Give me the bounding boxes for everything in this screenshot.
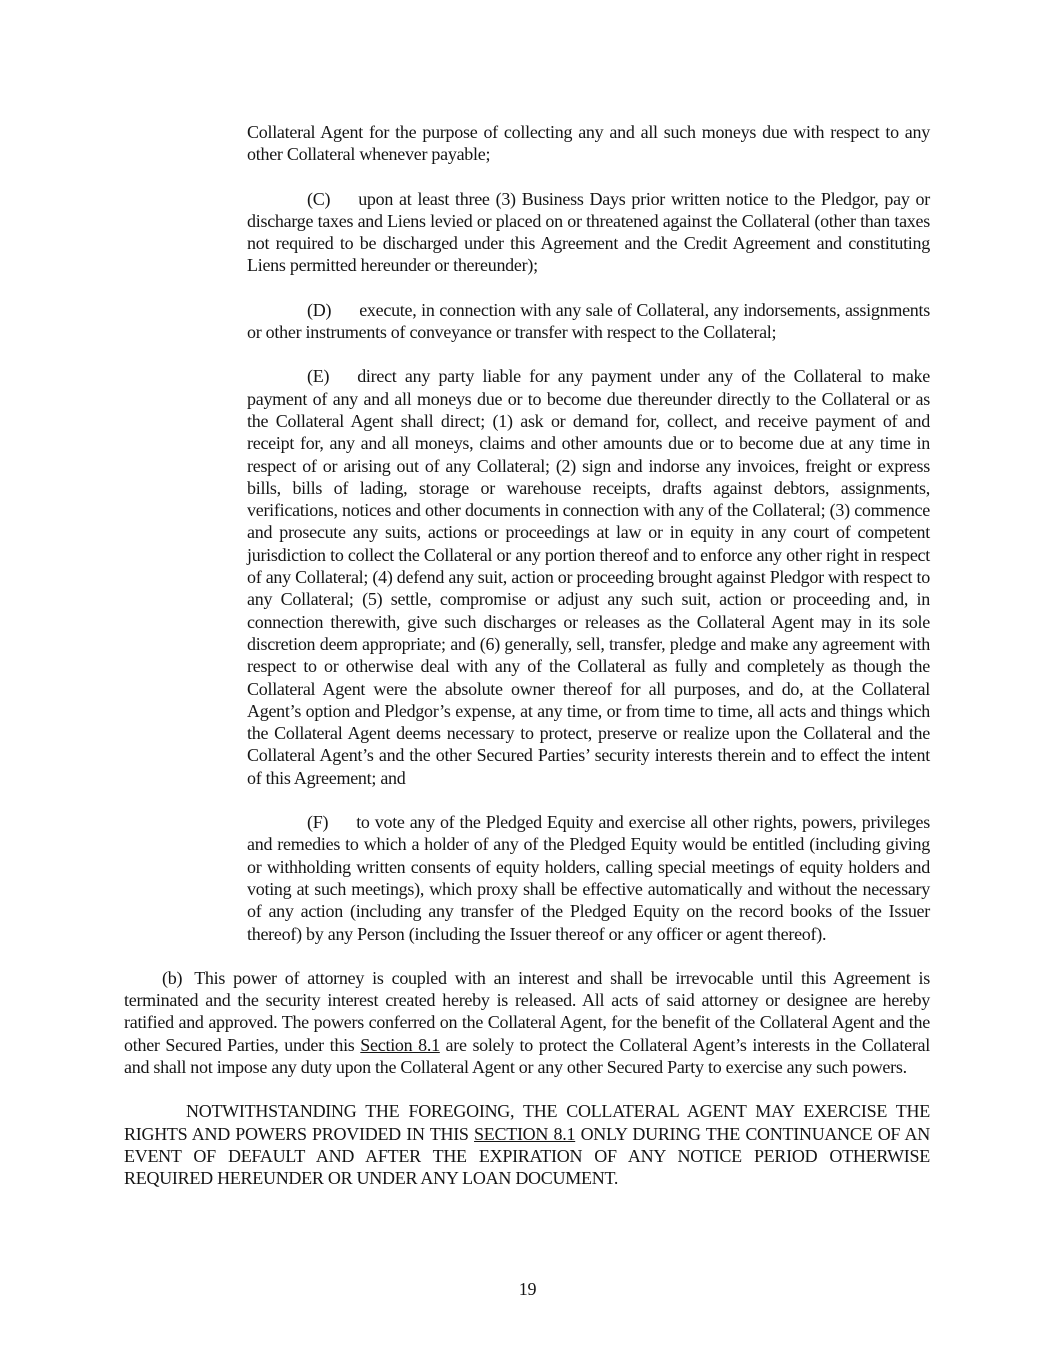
clause-label-d: (D) [307,299,332,320]
section-8-1-reference-caps: SECTION 8.1 [474,1123,576,1144]
clause-label-e: (E) [307,366,330,387]
paragraph-b [124,967,930,1078]
continuation-text: Collateral Agent for the purpose of collecting any and all such moneys due with respect to any other Collateral whenever payable; [247,122,930,165]
clause-text-e: direct any party liable for any payment under any of the Collateral to make payment of any and all moneys due or to become due thereunder directly to the Collateral or as the Collateral Agent shall direct; (1) ask or demand for, collect, and receive payment of and receipt for, any and all moneys, claims and other amounts due or to become due at any time in respect of or arising out of any Collateral; (2) sign and indorse any invoices, freight or express bills, bills of lading, storage or warehouse receipts, drafts against debtors, assignments, verifications, notices and other documents in connection with any of the Collateral; (3) commence and prosecute any suits, actions or proceedings at law or in equity in any court of competent jurisdiction to collect the Collateral or any portion thereof and to enforce any other right in respect of any Collateral; (4) defend any suit, action or proceeding brought against Pledgor with respect to any Collateral; (5) settle, compromise or adjust any such suit, action or proceeding and, in connection therewith, give such discharges or releases as the Collateral Agent may in its sole discretion deem appropriate; and (6) generally, sell, transfer, pledge and make any agreement with respect to or otherwise deal with any of the Collateral as fully and completely as though the Collateral Agent were the absolute owner thereof for all purposes, and do, at the Collateral Agent’s option and Pledgor’s expense, at any time, or from time to time, all acts and things which the Collateral Agent deems necessary to protect, preserve or realize upon the Collateral and the Collateral Agent’s and the other Secured Parties’ security interests therein and to effect the intent of this Agreement; and [247,366,930,788]
paragraph-b-label: (b) [162,967,183,988]
clause-paragraph-e [247,365,930,789]
clause-block [247,121,930,945]
clause-text-c: upon at least three (3) Business Days prior written notice to the Pledgor, pay or discharge taxes and Liens levied or placed on or threatened against the Collateral (other than taxes not required to be discharged under this Agreement and the Credit Agreement and constituting Liens permitted hereunder or thereunder); [247,188,930,276]
clause-paragraph-d [247,299,930,344]
section-8-1-reference: Section 8.1 [360,1034,440,1055]
notwithstanding-text-after: ONLY DURING THE CONTINUANCE OF AN EVENT OF DEFAULT AND AFTER THE EXPIRATION OF ANY NOTICE PERIOD OTHERWISE REQUIRED HEREUNDER OR UNDER ANY LOAN DOCUMENT. [124,1123,930,1189]
notwithstanding-paragraph [124,1100,930,1189]
clause-label-f: (F) [307,812,329,833]
paragraph-b-text-after: are solely to protect the Collateral Agent’s interests in the Collateral and shall not impose any duty upon the Collateral Agent or any other Secured Party to exercise any such powers. [124,1034,930,1077]
clause-text-f: to vote any of the Pledged Equity and exercise all other rights, powers, privileges and remedies to which a holder of any of the Pledged Equity would be entitled (including giving or withholding written consents of equity holders, calling special meetings of equity holders and voting at such meetings), which proxy shall be effective automatically and without the necessary of any action (including any transfer of the Pledged Equity on the record books of the Issuer thereof) by any Person (including the Issuer thereof or any officer or agent thereof). [247,812,930,944]
clause-text-d: execute, in connection with any sale of Collateral, any indorsements, assignments or other instruments of conveyance or transfer with respect to the Collateral; [247,299,930,343]
clause-label-c: (C) [307,188,331,209]
continuation-paragraph [247,121,930,166]
paragraph-b-text-before: This power of attorney is coupled with an interest and shall be irrevocable until this Agreement is terminated and the security interest created hereby is released. All acts of said attorney or designee are hereby ratified and approved. The powers conferred on the Collateral Agent, for the benefit of the Collateral Agent and the other Secured Parties, under this [124,967,930,1055]
clause-paragraph-f [247,811,930,945]
clause-paragraph-c [247,188,930,277]
page-number: 19 [518,1279,537,1299]
notwithstanding-text-before: NOTWITHSTANDING THE FOREGOING, THE COLLATERAL AGENT MAY EXERCISE THE RIGHTS AND POWERS PROVIDED IN THIS [124,1101,930,1144]
